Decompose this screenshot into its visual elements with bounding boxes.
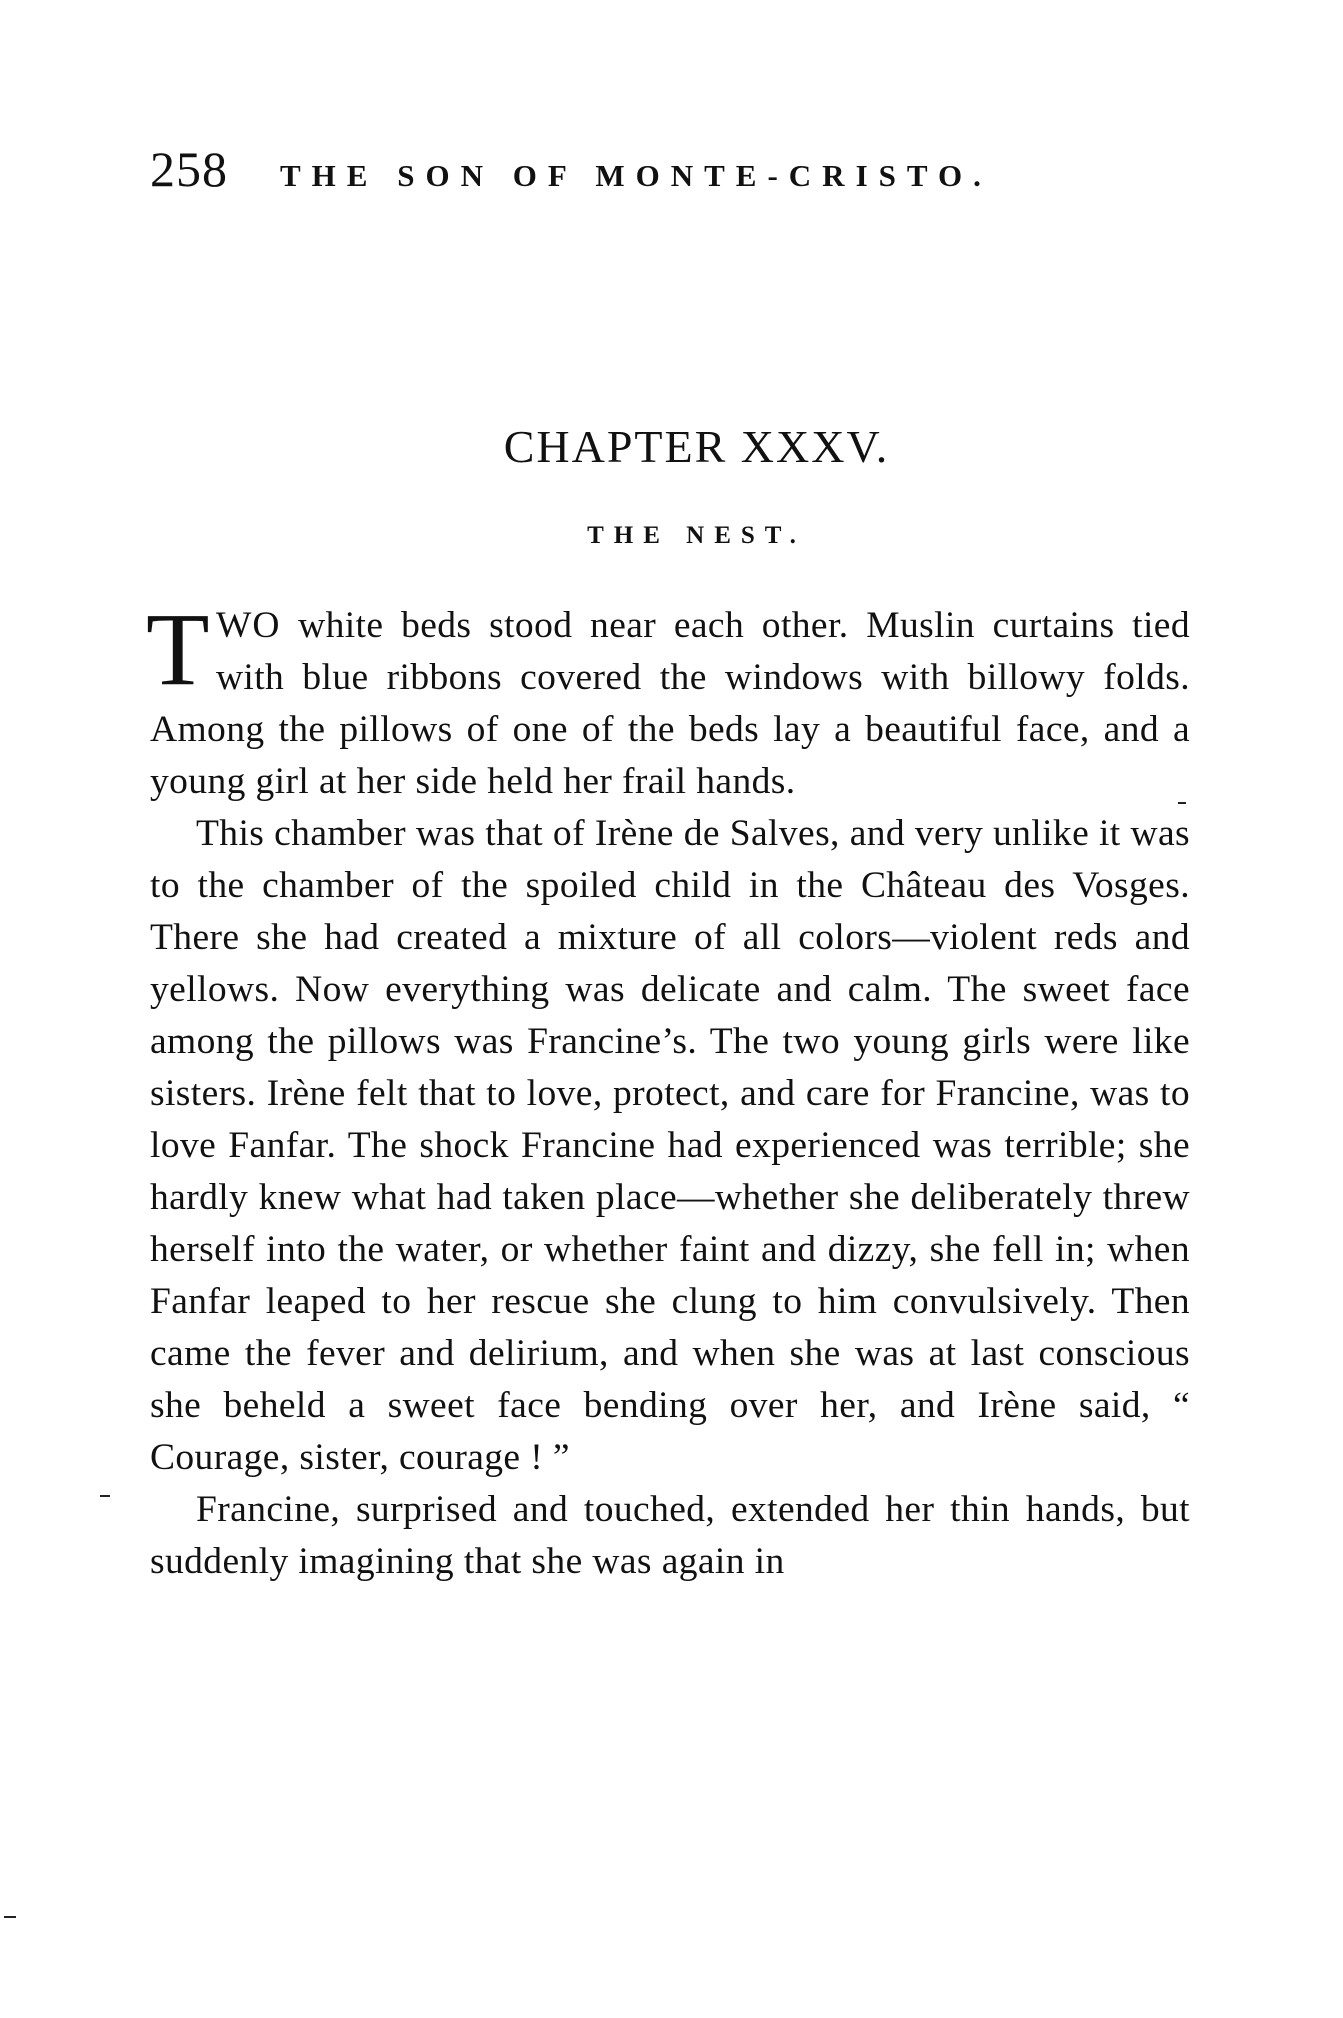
margin-mark <box>4 1916 16 1918</box>
running-head <box>150 140 1210 198</box>
paragraph-2: This chamber was that of Irène de Salves, and very unlike it was to the chamber of the spoiled child in the Château des Vosges. There she had created a mixture of all colors—violent reds and yellows. Now everything was delicate and calm. The sweet face among the pillows was Francine’s. The two young girls were like sisters. Irène felt that to love, protect, and care for Francine, was to love Fanfar. The shock Francine had experienced was terrible; she hardly knew what had taken place—whether she deliberately threw herself into the water, or whether faint and dizzy, she fell in; when Fanfar leaped to her rescue she clung to him convulsively. Then came the fever and delirium, and when she was at last conscious she beheld a sweet face bending over her, and Irène said, “ Courage, sister, courage ! ” <box>150 813 1190 1478</box>
margin-mark <box>100 1495 110 1497</box>
paragraph-3: Francine, surprised and touched, extended her thin hands, but suddenly imagining that she was again in <box>150 1489 1190 1582</box>
drop-cap: T <box>146 592 210 707</box>
paragraph-1 <box>146 592 1190 808</box>
chapter-title: CHAPTER XXXV. <box>503 421 890 472</box>
page-number: 258 <box>150 141 228 197</box>
paragraph-1-text: white beds stood near each other. Muslin curtains tied with blue ribbons covered the windows with billowy folds. Among the pillows of one of the beds lay a beautiful face, and a young girl at her side held her frail hands. <box>150 605 1190 802</box>
book-title: THE SON OF MONTE-CRISTO. <box>280 158 992 193</box>
chapter-subtitle: THE NEST. <box>587 522 806 549</box>
lead-caps: WO <box>215 605 281 646</box>
margin-mark <box>1178 802 1186 804</box>
body-text <box>146 592 1190 1588</box>
